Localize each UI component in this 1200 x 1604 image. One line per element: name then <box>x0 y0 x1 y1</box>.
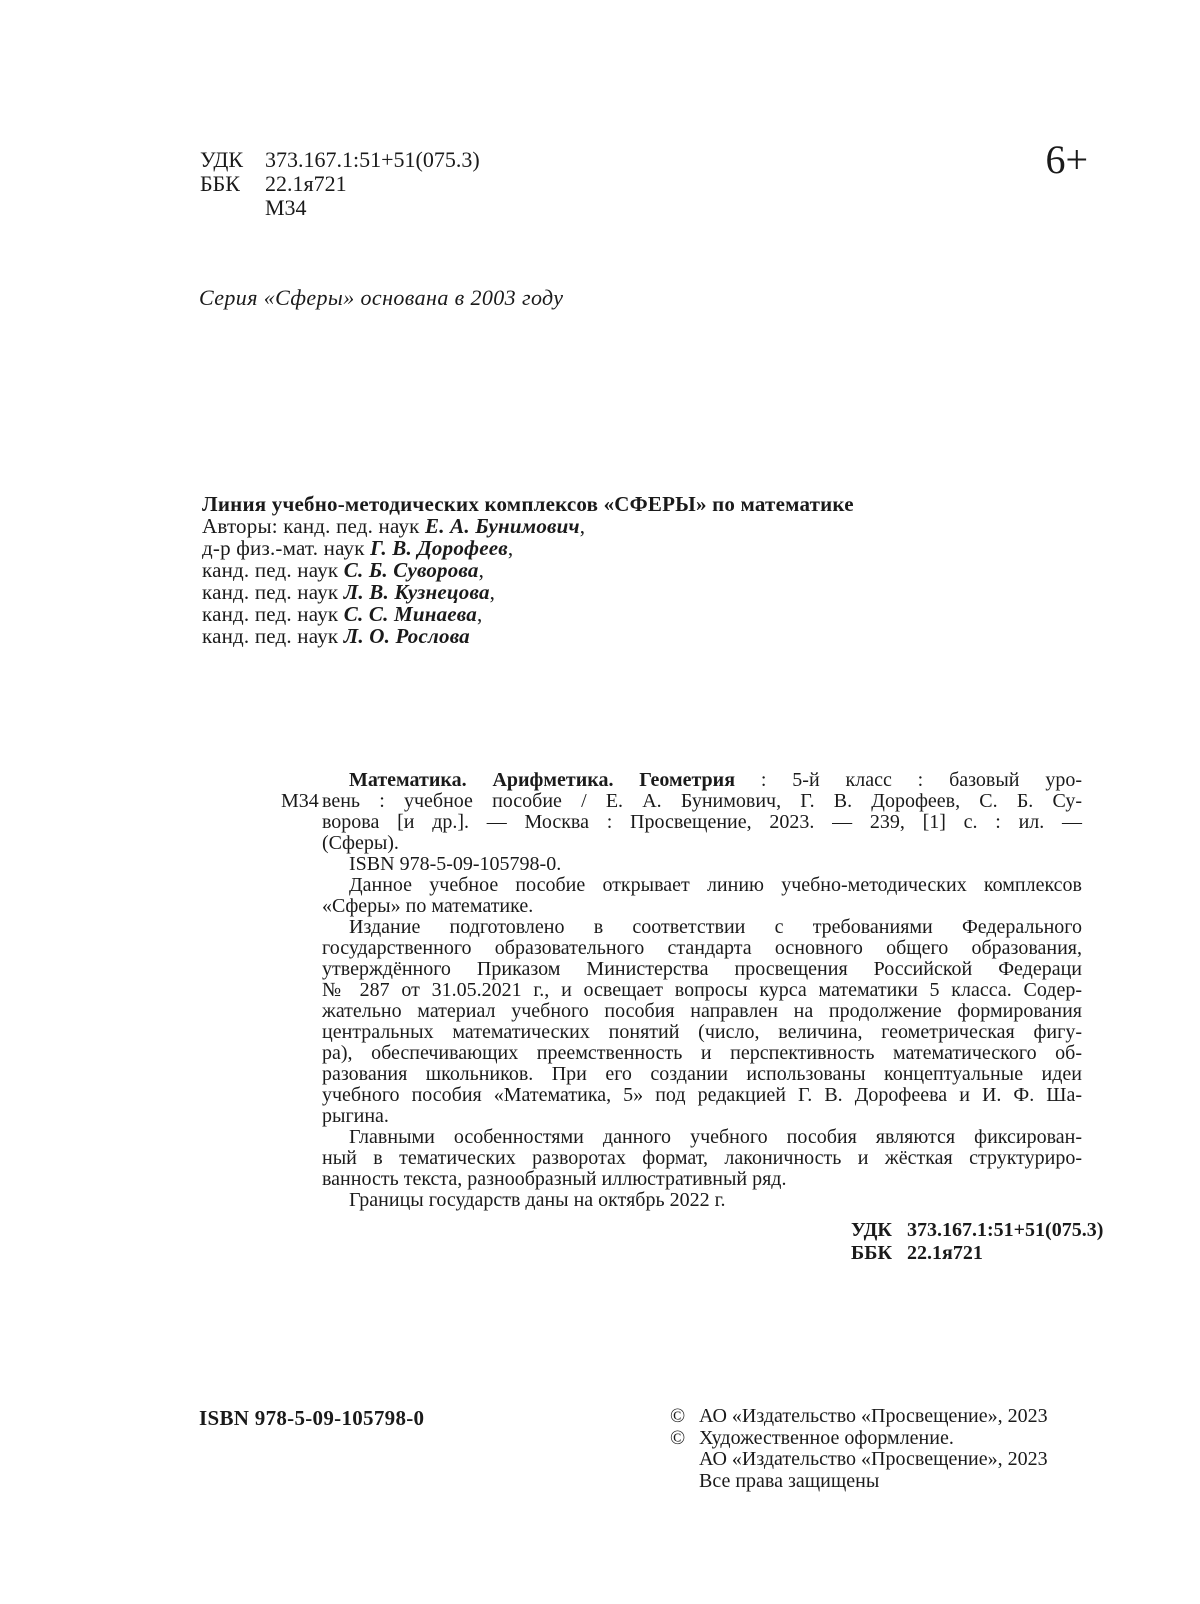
author-separator: , <box>476 602 483 626</box>
author-separator: , <box>579 514 586 538</box>
card-line: (Сферы). <box>322 832 399 854</box>
copyright-text: Все права защищены <box>699 1469 880 1492</box>
series-line-heading: Линия учебно-методических комплексов «СФЕРЫ» по математике <box>202 492 854 516</box>
author-degree: Авторы: канд. пед. наук <box>202 514 425 538</box>
copyright-text: АО «Издательство «Просвещение», 2023 <box>699 1405 1048 1427</box>
bbk-label: ББК <box>851 1242 892 1264</box>
udk-label: УДК <box>851 1219 892 1241</box>
author-sign-spacer <box>200 196 265 220</box>
annotation-line: государственного образовательного стандарта основного общего образования, <box>322 937 1082 959</box>
annotation-line: № 287 от 31.05.2021 г., и освещает вопросы курса математики 5 класса. Содер- <box>322 979 1082 1001</box>
annotation-line: Главными особенностями данного учебного пособия являются фиксирован- <box>349 1126 1082 1148</box>
udk-footer-line <box>851 1219 1103 1242</box>
copyright-line <box>670 1428 1048 1450</box>
card-title-line <box>322 770 1082 791</box>
author-line <box>202 625 854 647</box>
annotation-line: центральных математических понятий (число, величина, геометрическая фигу- <box>322 1021 1082 1043</box>
author-sign: М34 <box>265 195 307 220</box>
author-line <box>202 581 854 603</box>
annotation-line: утверждённого Приказом Министерства просвещения Российской Федераци <box>322 958 1082 980</box>
author-separator: , <box>489 580 496 604</box>
age-rating-badge: 6+ <box>1045 137 1088 182</box>
annotation-line: ванность текста, разнообразный иллюстративный ряд. <box>322 1168 787 1190</box>
series-note: Серия «Сферы» основана в 2003 году <box>199 285 564 310</box>
author-name: Л. В. Кузнецова <box>343 580 490 604</box>
annotation-line: Издание подготовлено в соответствии с требованиями Федерального <box>349 916 1082 938</box>
author-degree: канд. пед. наук <box>202 602 344 626</box>
copyright-block <box>670 1406 1048 1492</box>
copyright-line <box>670 1471 1048 1493</box>
bbk-value: 22.1я721 <box>907 1242 983 1264</box>
isbn-footer: ISBN 978-5-09-105798-0 <box>199 1406 425 1430</box>
bbk-line <box>200 172 480 196</box>
classification-header <box>200 148 480 220</box>
author-degree: д-р физ.-мат. наук <box>202 536 371 560</box>
authors-block <box>202 493 854 647</box>
copyright-mark: © <box>670 1426 686 1449</box>
book-title: Математика. Арифметика. Геометрия <box>349 769 736 791</box>
copyright-mark: © <box>670 1405 686 1427</box>
author-name: С. С. Минаева <box>343 602 477 626</box>
bbk-label: ББК <box>200 171 240 196</box>
author-name: Е. А. Бунимович <box>425 514 580 538</box>
annotation-line: жательно материал учебного пособия направлен на продолжение формирования <box>322 1000 1082 1022</box>
catalog-card-column <box>281 769 1083 1211</box>
author-name: Л. О. Рослова <box>343 624 470 648</box>
copyright-line <box>670 1406 1048 1428</box>
copyright-mark <box>670 1471 699 1493</box>
copyright-mark <box>670 1449 699 1471</box>
card-line: вень : учебное пособие / Е. А. Бунимович, Г. В. Дорофеев, С. Б. Су- <box>322 790 1082 812</box>
udk-value: 373.167.1:51+51(075.3) <box>907 1219 1104 1241</box>
author-degree: канд. пед. наук <box>202 580 344 604</box>
udk-line <box>200 148 480 172</box>
copyright-line <box>670 1449 1048 1471</box>
annotation-line: разования школьников. При его создании использованы концептуальные идеи <box>322 1063 1082 1085</box>
author-line <box>202 603 854 625</box>
annotation-line: Границы государств даны на октябрь 2022 г. <box>349 1189 726 1211</box>
catalog-card-sign: М34 <box>281 790 319 812</box>
annotation-line: ный в тематических разворотах формат, лаконичность и жёсткая структуриро- <box>322 1147 1082 1169</box>
annotation-line: рыгина. <box>322 1105 389 1127</box>
bbk-footer-line <box>851 1242 1103 1265</box>
author-name: С. Б. Суворова <box>343 558 479 582</box>
annotation-line: «Сферы» по математике. <box>322 895 534 917</box>
bbk-value: 22.1я721 <box>265 171 347 196</box>
annotation-line: Данное учебное пособие открывает линию учебно-методических комплексов <box>349 874 1082 896</box>
copyright-text: АО «Издательство «Просвещение», 2023 <box>699 1448 1048 1470</box>
annotation-line: учебного пособия «Математика, 5» под редакцией Г. В. Дорофеева и И. Ф. Ша- <box>322 1084 1082 1106</box>
author-separator: , <box>478 558 485 582</box>
classifiers-footer <box>851 1219 1103 1265</box>
author-degree: канд. пед. наук <box>202 624 344 648</box>
author-line <box>202 559 854 581</box>
author-sign-line <box>200 196 480 220</box>
copyright-text: Художественное оформление. <box>699 1426 954 1449</box>
udk-value: 373.167.1:51+51(075.3) <box>265 147 480 172</box>
card-title-rest: : 5-й класс : базовый уро- <box>735 769 1083 791</box>
card-isbn-line: ISBN 978-5-09-105798-0. <box>349 853 562 875</box>
card-line: ворова [и др.]. — Москва : Просвещение, 2023. — 239, [1] с. : ил. — <box>322 811 1082 833</box>
author-separator: , <box>507 536 514 560</box>
author-name: Г. В. Дорофеев <box>370 536 508 560</box>
author-line <box>202 537 854 559</box>
author-line <box>202 515 854 537</box>
udk-label: УДК <box>200 147 244 172</box>
author-degree: канд. пед. наук <box>202 558 344 582</box>
annotation-line: ра), обеспечивающих преемственность и перспективность математического об- <box>322 1042 1082 1064</box>
